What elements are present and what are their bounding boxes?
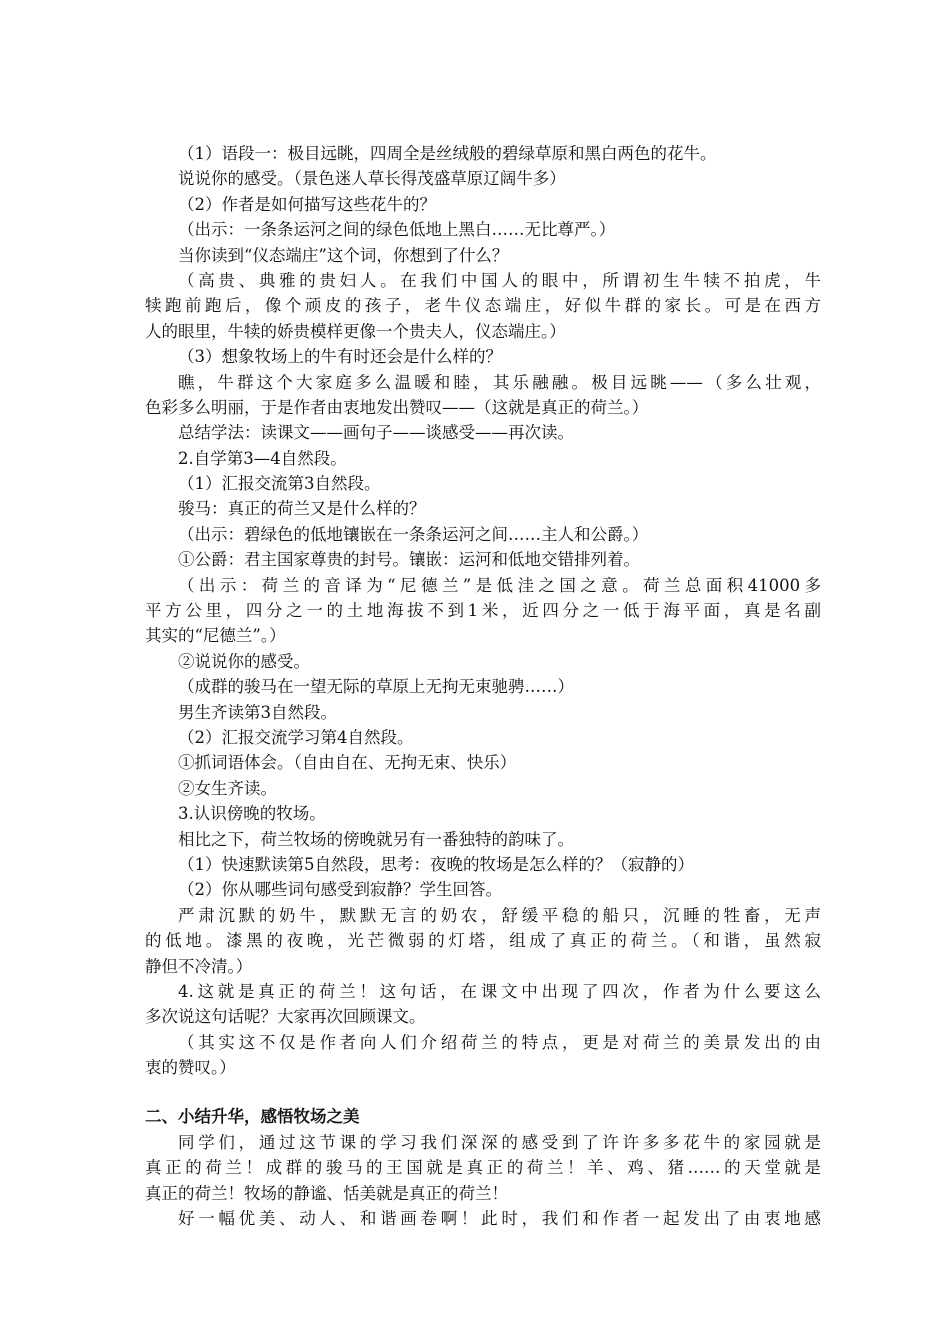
text-line: 静但不冷清。） [145,956,253,976]
text-line: （3）想象牧场上的牛有时还会是什么样的？ [178,347,502,367]
text-line: ①抓词语体会。（自由自在、无拘无束、快乐） [178,753,517,773]
text-line: 2.自学第3—4自然段。 [178,448,347,468]
text-line: 4.这就是真正的荷兰！这句话，在课文中出现了四次，作者为什么要这么 [178,981,821,1001]
text-line: （1）语段一：极目远眺，四周全是丝绒般的碧绿草原和黑白两色的花牛。 [178,144,717,163]
text-line: （1）快速默读第5自然段，思考：夜晚的牧场是怎么样的？（寂静的） [178,854,694,874]
text-line: （2）汇报交流学习第4自然段。 [178,727,414,747]
text-line: 色彩多么明丽，于是作者由衷地发出赞叹——（这就是真正的荷兰。） [145,397,649,417]
text-line: 多次说这句话呢？大家再次回顾课文。 [145,1007,426,1027]
text-line: 总结学法：读课文——画句子——谈感受——再次读。 [178,423,574,443]
text-line: 真正的荷兰！牧场的静谧、恬美就是真正的荷兰！ [145,1183,508,1203]
text-line: ②女生齐读。 [178,778,277,798]
text-line: （出示：碧绿色的低地镶嵌在一条条运河之间……主人和公爵。） [178,524,649,544]
text-line: （2）作者是如何描写这些花牛的？ [178,194,436,214]
text-line: 骏马：真正的荷兰又是什么样的？ [178,499,426,519]
text-line: （其实这不仅是作者向人们介绍荷兰的特点，更是对荷兰的美景发出的由 [178,1032,821,1052]
text-line: （1）汇报交流第3自然段。 [178,474,381,494]
text-line: （2）你从哪些词句感受到寂静？学生回答。 [178,880,502,900]
text-line: （出示：一条条运河之间的绿色低地上黑白……无比尊严。） [178,220,616,240]
text-line: （高贵、典雅的贵妇人。在我们中国人的眼中，所谓初生牛犊不拍虎，牛 [178,270,821,290]
text-line: 瞧，牛群这个大家庭多么温暖和睦，其乐融融。极目远眺——（多么壮观， [178,372,821,392]
text-line: 的低地。漆黑的夜晚，光芒微弱的灯塔，组成了真正的荷兰。（和谐，虽然寂 [145,931,821,951]
document-page [145,141,821,1231]
text-line: （成群的骏马在一望无际的草原上无拘无束驰骋……） [178,677,574,697]
text-line: 犊跑前跑后，像个顽皮的孩子，老牛仪态端庄，好似牛群的家长。可是在西方 [145,296,821,316]
text-line: ②说说你的感受。 [178,651,310,671]
text-line: 男生齐读第3自然段。 [178,702,337,722]
text-line: 人的眼里，牛犊的娇贵模样更像一个贵夫人，仪态端庄。） [145,321,566,341]
text-line: （出示：荷兰的音译为“尼德兰”是低洼之国之意。荷兰总面积41000多 [178,575,821,595]
paragraph-gap [145,1080,821,1104]
section-heading: 二、小结升华，感悟牧场之美 [145,1107,360,1127]
text-line: 当你读到“仪态端庄”这个词，你想到了什么？ [178,245,509,265]
text-line: 同学们，通过这节课的学习我们深深的感受到了许许多多花牛的家园就是 [178,1132,821,1152]
text-line: 好一幅优美、动人、和谐画卷啊！此时，我们和作者一起发出了由衷地感 [178,1209,821,1229]
text-line: ①公爵：君主国家尊贵的封号。镶嵌：运河和低地交错排列着。 [178,550,640,570]
text-line: 严肃沉默的奶牛，默默无言的奶农，舒缓平稳的船只，沉睡的牲畜，无声 [178,905,821,925]
text-line: 其实的“尼德兰”。） [145,626,286,646]
text-line: 真正的荷兰！成群的骏马的王国就是真正的荷兰！羊、鸡、猪……的天堂就是 [145,1158,821,1178]
text-line: 说说你的感受。（景色迷人草长得茂盛草原辽阔牛多） [178,169,566,189]
text-line: 相比之下，荷兰牧场的傍晚就另有一番独特的韵味了。 [178,829,574,849]
text-line: 3.认识傍晚的牧场。 [178,804,326,824]
text-line: 平方公里，四分之一的土地海拔不到1米，近四分之一低于海平面，真是名副 [145,601,821,621]
text-line: 衷的赞叹。） [145,1058,236,1078]
